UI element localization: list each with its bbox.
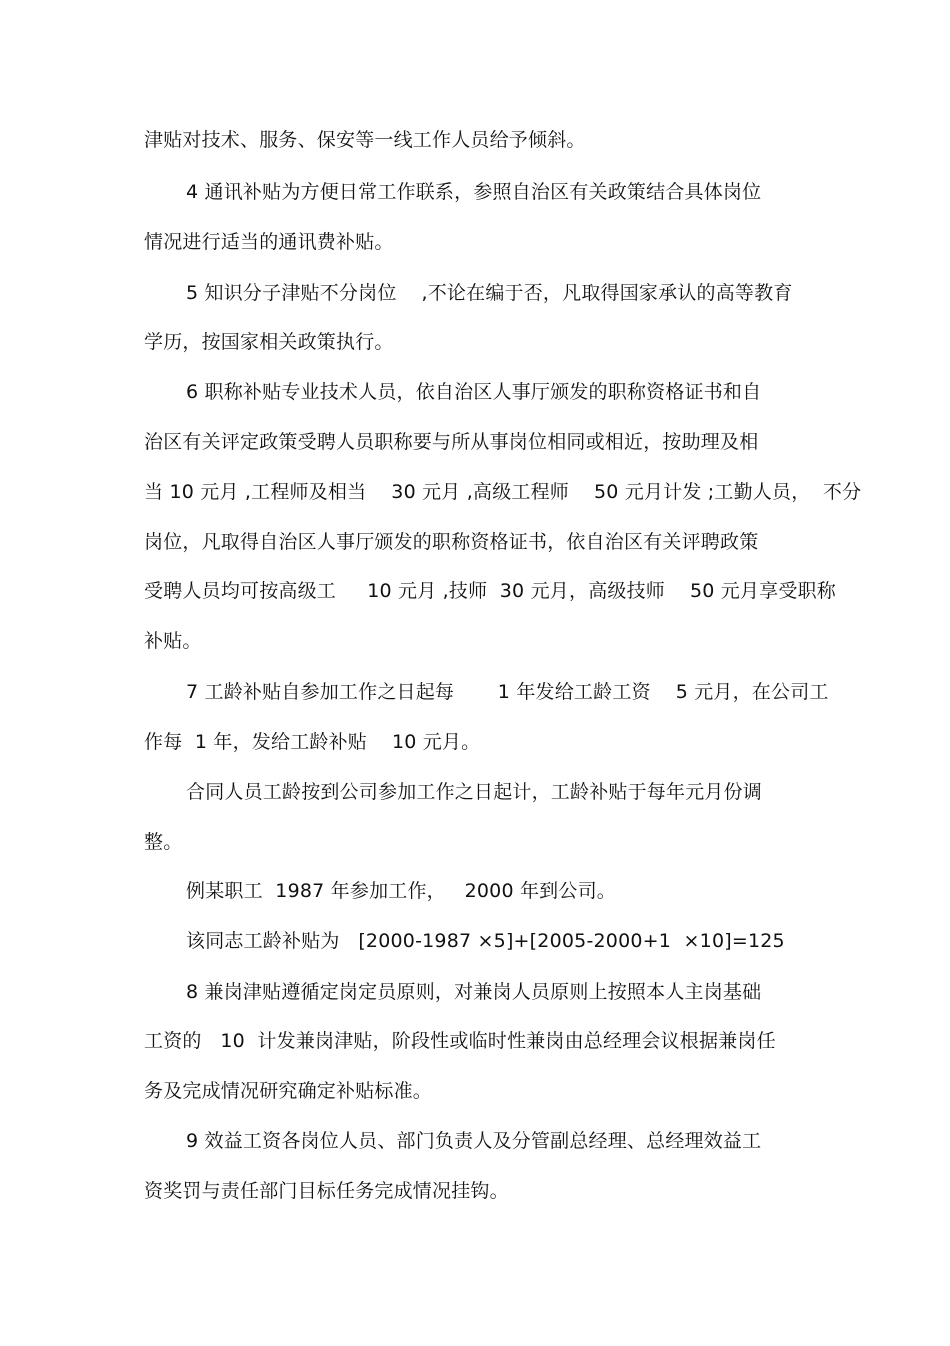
text-line: 补贴。 [144, 630, 202, 652]
text-line: 4 通讯补贴为方便日常工作联系，参照自治区有关政策结合具体岗位 [186, 181, 762, 203]
text-line: 9 效益工资各岗位人员、部门负责人及分管副总经理、总经理效益工 [186, 1130, 762, 1152]
text-line: 合同人员工龄按到公司参加工作之日起计，工龄补贴于每年元月份调 [186, 781, 763, 803]
text-line: 学历，按国家相关政策执行。 [144, 331, 394, 353]
text-line: 5 知识分子津贴不分岗位 ,不论在编于否，凡取得国家承认的高等教育 [186, 282, 793, 304]
text-line: 该同志工龄补贴为 [2000-1987 ×5]+[2005-2000+1 ×10]=125 [186, 930, 785, 952]
text-line: 8 兼岗津贴遵循定岗定员原则，对兼岗人员原则上按照本人主岗基础 [186, 981, 762, 1003]
text-line: 7 工龄补贴自参加工作之日起每 1 年发给工龄工资 5 元月，在公司工 [186, 681, 829, 703]
text-line: 情况进行适当的通讯费补贴。 [144, 231, 394, 253]
text-line: 津贴对技术、服务、保安等一线工作人员给予倾斜。 [144, 129, 586, 151]
text-line: 务及完成情况研究确定补贴标准。 [144, 1080, 433, 1102]
text-line: 受聘人员均可按高级工 10 元月 ,技师 30 元月，高级技师 50 元月享受职称 [144, 580, 836, 602]
text-line: 6 职称补贴专业技术人员，依自治区人事厅颁发的职称资格证书和自 [186, 381, 762, 403]
text-line: 整。 [144, 831, 183, 853]
text-line: 工资的 10 计发兼岗津贴，阶段性或临时性兼岗由总经理会议根据兼岗任 [144, 1030, 776, 1052]
text-line: 作每 1 年，发给工龄补贴 10 元月。 [144, 731, 481, 753]
text-line: 治区有关评定政策受聘人员职称要与所从事岗位相同或相近，按助理及相 [144, 431, 759, 453]
text-line: 例某职工 1987 年参加工作， 2000 年到公司。 [186, 880, 616, 902]
text-line: 岗位，凡取得自治区人事厅颁发的职称资格证书，依自治区有关评聘政策 [144, 531, 759, 553]
text-line: 资奖罚与责任部门目标任务完成情况挂钩。 [144, 1180, 509, 1202]
text-line: 当 10 元月 ,工程师及相当 30 元月 ,高级工程师 50 元月计发 ;工勤人员， 不分 [144, 481, 862, 503]
